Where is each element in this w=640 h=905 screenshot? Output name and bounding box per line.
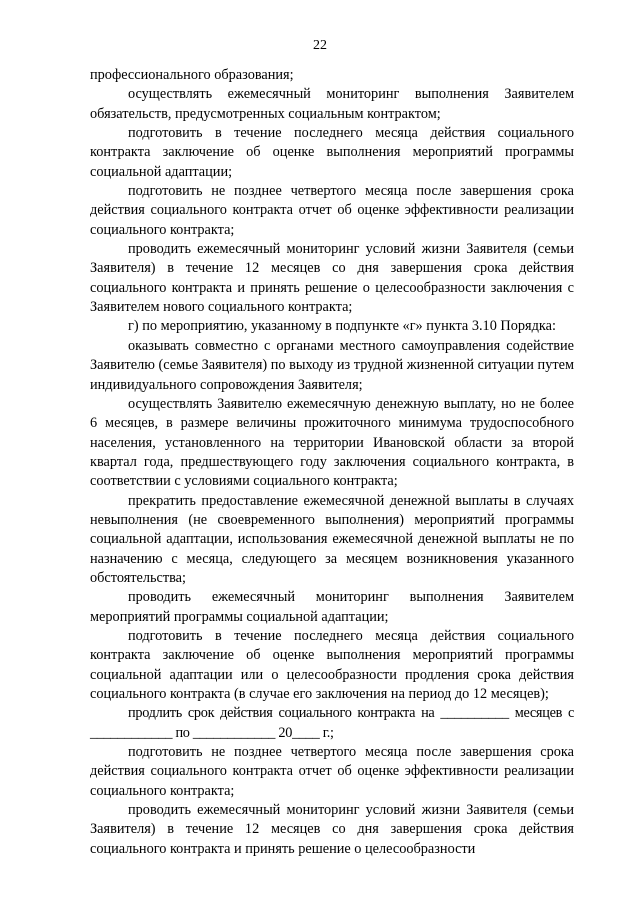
paragraph: подготовить в течение последнего месяца действия социального контракта заключение об оценке выполнения мероприятий программы социальной адаптации; xyxy=(90,125,574,180)
paragraph: подготовить в течение последнего месяца действия социального контракта заключение об оценке выполнения мероприятий программы социальной адаптации или о целесообразности продления срока действия социального контракта (в случае его заключения на период до 12 месяцев); xyxy=(90,627,574,702)
paragraph: продлить срок действия социального контракта на __________ месяцев с ____________ по ____________ 20____ г.; xyxy=(90,705,574,741)
paragraph: г) по мероприятию, указанному в подпункте «г» пункта 3.10 Порядка: xyxy=(128,318,556,335)
page-body xyxy=(90,66,574,859)
paragraph: осуществлять Заявителю ежемесячную денежную выплату, но не более 6 месяцев, в размере величины прожиточного минимума трудоспособного населения, установленного на территории Ивановской области за второй квартал года, предшествующего году заключения социального контракта, в соответствии с условиями социального контракта; xyxy=(90,395,574,490)
paragraph: проводить ежемесячный мониторинг выполнения Заявителем мероприятий программы социальной адаптации; xyxy=(90,589,574,625)
paragraph: прекратить предоставление ежемесячной денежной выплаты в случаях невыполнения (не своевременного выполнения) мероприятий программы социальной адаптации, использования ежемесячной денежной выплаты не по назначению с месяца, следующего за месяцем возникновения указанного обстоятельства; xyxy=(90,492,574,586)
paragraph: подготовить не позднее четвертого месяца после завершения срока действия социального контракта отчет об оценке эффективности реализации социального контракта; xyxy=(90,744,574,799)
paragraph: профессионального образования; xyxy=(90,67,294,83)
paragraph: подготовить не позднее четвертого месяца после завершения срока действия социального контракта отчет об оценке эффективности реализации социального контракта; xyxy=(90,183,574,238)
paragraph: оказывать совместно с органами местного самоуправления содействие Заявителю (семье Заявителя) по выходу из трудной жизненной ситуации путем индивидуального сопровождения Заявителя; xyxy=(90,337,574,393)
paragraph: проводить ежемесячный мониторинг условий жизни Заявителя (семьи Заявителя) в течение 12 месяцев со дня завершения срока действия социального контракта и принять решение о целесообразности заключения с Заявителем нового социального контракта; xyxy=(90,241,574,316)
page-number: 22 xyxy=(313,38,327,53)
paragraph: осуществлять ежемесячный мониторинг выполнения Заявителем обязательств, предусмотренных социальным контрактом; xyxy=(90,86,574,122)
paragraph: проводить ежемесячный мониторинг условий жизни Заявителя (семьи Заявителя) в течение 12 месяцев со дня завершения срока действия социального контракта и принять решение о целесообразности xyxy=(90,802,574,857)
